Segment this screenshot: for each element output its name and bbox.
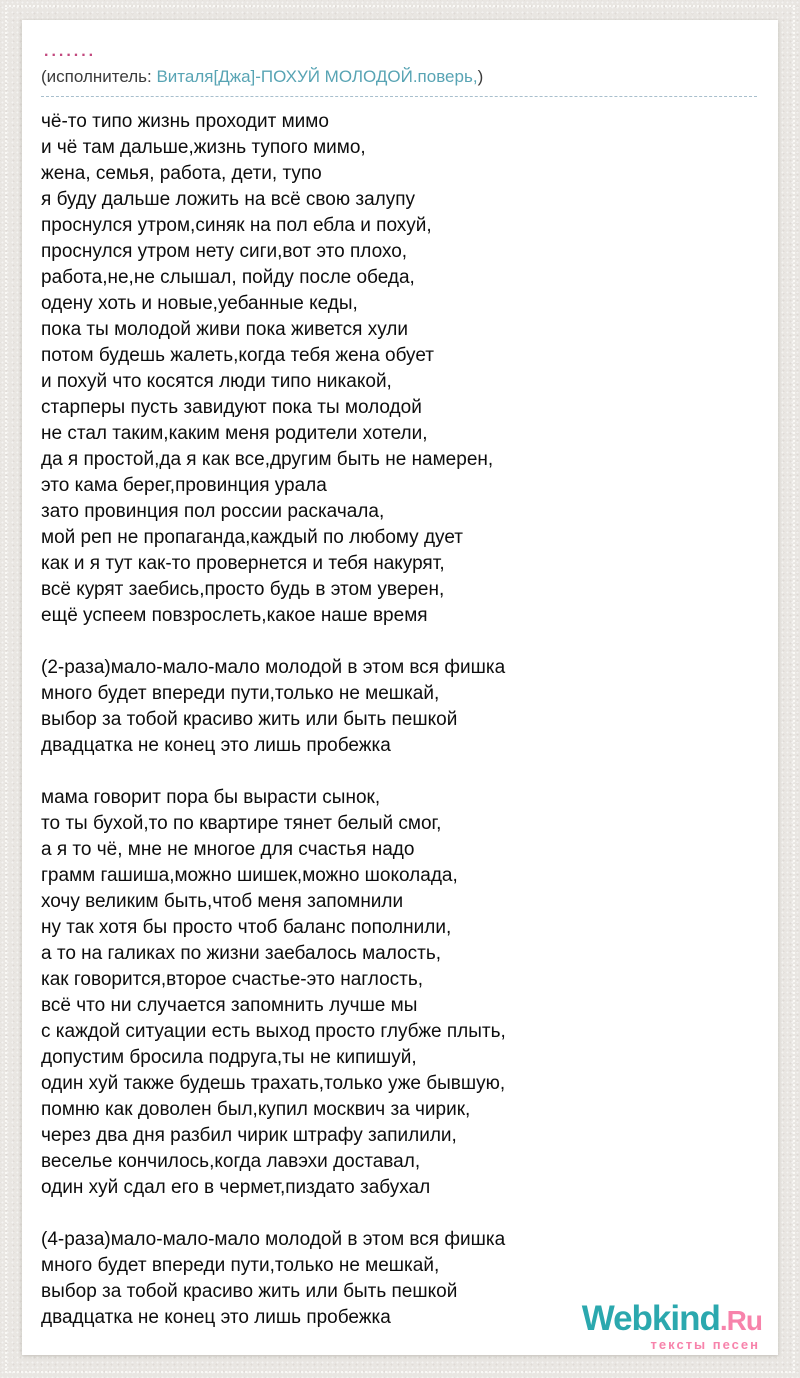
webkind-logo-suffix: .Ru: [719, 1305, 762, 1336]
lyrics-line: помню как доволен был,купил москвич за чирик,: [41, 1099, 471, 1120]
lyrics-stanza: [41, 785, 758, 1201]
lyrics-line: допустим бросила подруга,ты не кипишуй,: [41, 1047, 417, 1068]
lyrics-stanza: [41, 655, 758, 759]
lyrics-line: проснулся утром,синяк на пол ебла и похуй,: [41, 215, 432, 236]
webkind-logo[interactable]: [582, 1301, 762, 1351]
lyrics-line: много будет впереди пути,только не мешкай,: [41, 683, 440, 704]
lyrics-line: (2-раза)мало-мало-мало молодой в этом вся фишка: [41, 657, 506, 678]
lyrics-card: [22, 20, 778, 1355]
artist-link[interactable]: Виталя[Джа]-ПОХУЙ МОЛОДОЙ.поверь,: [156, 67, 478, 86]
lyrics-line: всё курят заебись,просто будь в этом уверен,: [41, 579, 445, 600]
webkind-logo-tagline: тексты песен: [650, 1337, 760, 1352]
lyrics-line: это кама берег,провинция урала: [41, 475, 327, 496]
lyrics-line: одену хоть и новые,уебанные кеды,: [41, 293, 358, 314]
lyrics-line: а то на галиках по жизни заебалось малость,: [41, 943, 441, 964]
lyrics-line: не стал таким,каким меня родители хотели,: [41, 423, 428, 444]
lyrics-line: чё-то типо жизнь проходит мимо: [41, 111, 329, 132]
lyrics-line: потом будешь жалеть,когда тебя жена обует: [41, 345, 434, 366]
lyrics-line: зато провинция пол россии раскачала,: [41, 501, 385, 522]
webkind-logo-main: Webkind: [581, 1299, 720, 1338]
lyrics-line: пока ты молодой живи пока живется хули: [41, 319, 408, 340]
lyrics-line: жена, семья, работа, дети, тупо: [41, 163, 322, 184]
lyrics-line: мама говорит пора бы вырасти сынок,: [41, 787, 381, 808]
lyrics-line: выбор за тобой красиво жить или быть пешкой: [41, 1281, 458, 1302]
lyrics-line: через два дня разбил чирик штрафу запилили,: [41, 1125, 457, 1146]
lyrics-line: я буду дальше ложить на всё свою залупу: [41, 189, 416, 210]
lyrics-line: ну так хотя бы просто чтоб баланс пополнили,: [41, 917, 452, 938]
lyrics-line: один хуй сдал его в чермет,пиздато забухал: [41, 1177, 431, 1198]
lyrics-line: хочу великим быть,чтоб меня запомнили: [41, 891, 404, 912]
lyrics-line: ещё успеем повзрослеть,какое наше время: [41, 605, 428, 626]
lyrics-line: (4-раза)мало-мало-мало молодой в этом вся фишка: [41, 1229, 506, 1250]
lyrics-line: то ты бухой,то по квартире тянет белый смог,: [41, 813, 442, 834]
lyrics-line: работа,не,не слышал, пойду после обеда,: [41, 267, 415, 288]
lyrics-line: двадцатка не конец это лишь пробежка: [41, 1307, 391, 1328]
lyrics-line: грамм гашиша,можно шишек,можно шоколада,: [41, 865, 458, 886]
lyrics-line: двадцатка не конец это лишь пробежка: [41, 735, 391, 756]
lyrics-line: и чё там дальше,жизнь тупого мимо,: [41, 137, 366, 158]
lyrics-line: мой реп не пропаганда,каждый по любому дует: [41, 527, 463, 548]
artist-label: (исполнитель:: [41, 67, 157, 86]
lyrics-line: веселье кончилось,когда лавэхи доставал,: [41, 1151, 421, 1172]
lyrics-line: один хуй также будешь трахать,только уже бывшую,: [41, 1073, 506, 1094]
lyrics-stanza: [41, 109, 758, 629]
lyrics-line: всё что ни случается запомнить лучше мы: [41, 995, 418, 1016]
lyrics: [41, 109, 758, 1331]
lyrics-line: а я то чё, мне не многое для счастья надо: [41, 839, 415, 860]
lyrics-line: много будет впереди пути,только не мешкай,: [41, 1255, 440, 1276]
lyrics-line: проснулся утром нету сиги,вот это плохо,: [41, 241, 408, 262]
lyrics-line: как и я тут как-то провернется и тебя накурят,: [41, 553, 445, 574]
lyrics-line: да я простой,да я как все,другим быть не намерен,: [41, 449, 494, 470]
artist-label-suffix: ): [477, 67, 484, 86]
lyrics-line: как говорится,второе счастье-это наглость,: [41, 969, 424, 990]
lyrics-line: с каждой ситуации есть выход просто глубже плыть,: [41, 1021, 506, 1042]
lyrics-line: старперы пусть завидуют пока ты молодой: [41, 397, 422, 418]
lyrics-line: и похуй что косятся люди типо никакой,: [41, 371, 392, 392]
artist-line: [41, 66, 757, 97]
lyrics-line: выбор за тобой красиво жить или быть пешкой: [41, 709, 458, 730]
song-title: .......: [44, 43, 97, 60]
